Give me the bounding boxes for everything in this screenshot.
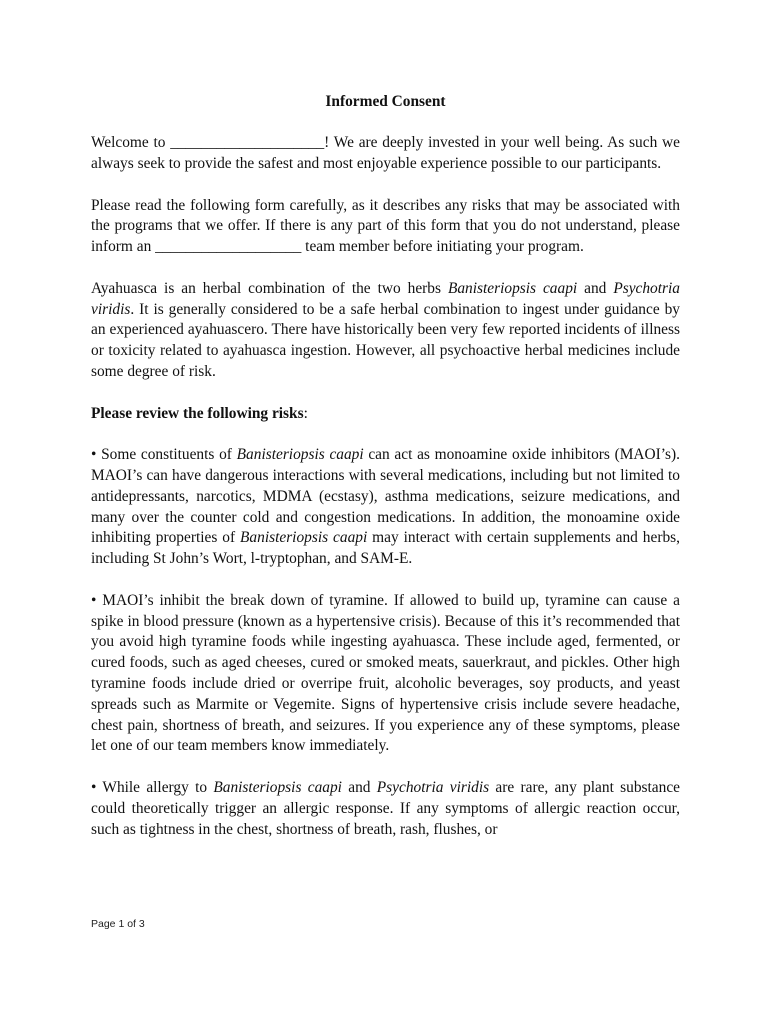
- ayahuasca-text-1: Ayahuasca is an herbal combination of the two herbs: [91, 279, 448, 297]
- risk1-text-2: can act as monoamine oxide inhibitors (MAOI’s). MAOI’s can have dangerous interactions with several medications, including but not limited to antidepressants, narcotics, MDMA (ecstasy), asthma medications, seizure medications, and many over the counter cold and congestion medications. In addition, the monoamine oxide inhibiting properties of: [91, 446, 680, 547]
- page-number: Page 1 of 3: [91, 918, 145, 930]
- risk-item-allergy: [91, 778, 680, 840]
- herb-name-banisteriopsis: Banisteriopsis caapi: [213, 779, 342, 796]
- herb-name-banisteriopsis: Banisteriopsis caapi: [447, 279, 578, 297]
- risk-item-maoi: [91, 445, 680, 570]
- risks-heading-text: Please review the following risks: [91, 404, 304, 422]
- risk3-text-1: • While allergy to: [91, 779, 214, 796]
- instructions-paragraph: Please read the following form carefully, as it describes any risks that may be associated with the programs that we offer. If there is any part of this form that you do not understand, please inform an ___________________ team member before initiating your program.: [91, 196, 680, 256]
- welcome-paragraph: Welcome to ____________________! We are deeply invested in your well being. As such we always seek to provide the safest and most enjoyable experience possible to our participants.: [91, 134, 680, 173]
- document-body: [91, 92, 680, 840]
- ayahuasca-text-2: and: [577, 279, 614, 297]
- risk3-text-2: and: [341, 779, 377, 796]
- herb-name-banisteriopsis: Banisteriopsis caapi: [240, 529, 368, 547]
- risk-item-tyramine: • MAOI’s inhibit the break down of tyramine. If allowed to build up, tyramine can cause a spike in blood pressure (known as a hypertensive crisis). Because of this it’s recommended that you avoid high tyramine foods while ingesting ayahuasca. These include aged, fermented, or cured foods, such as aged cheeses, cured or smoked meats, sauerkraut, and pickles. Other high tyramine foods include dried or overripe fruit, alcoholic beverages, soy products, and yeast spreads such as Marmite or Vegemite. Signs of hypertensive crisis include severe headache, chest pain, shortness of breath, and seizures. If you experience any of these symptoms, please let one of our team members know immediately.: [91, 591, 680, 755]
- herb-name-banisteriopsis: Banisteriopsis caapi: [236, 446, 364, 464]
- risk1-text-1: • Some constituents of: [91, 446, 237, 464]
- risk1-text-3: may interact with certain supplements and herbs, including St John’s Wort, l-tryptophan, and SAM-E.: [91, 529, 680, 568]
- risks-heading-colon: :: [303, 404, 308, 422]
- risks-heading: [91, 404, 680, 425]
- ayahuasca-text-3: . It is generally considered to be a safe herbal combination to ingest under guidance by an experienced ayahuascero. There have historically been very few reported incidents of illness or toxicity related to ayahuasca ingestion. However, all psychoactive herbal medicines include some degree of risk.: [91, 300, 680, 381]
- herb-name-psychotria: Psychotria viridis: [376, 779, 490, 796]
- risk3-text-3: are rare, any plant substance could theoretically trigger an allergic response. If any symptoms of allergic reaction occur, such as tightness in the chest, shortness of breath, rash, flushes, or: [91, 779, 680, 838]
- herb-name-psychotria: Psychotria viridis: [91, 279, 680, 318]
- document-title: Informed Consent: [325, 93, 446, 110]
- ayahuasca-paragraph: [91, 279, 680, 383]
